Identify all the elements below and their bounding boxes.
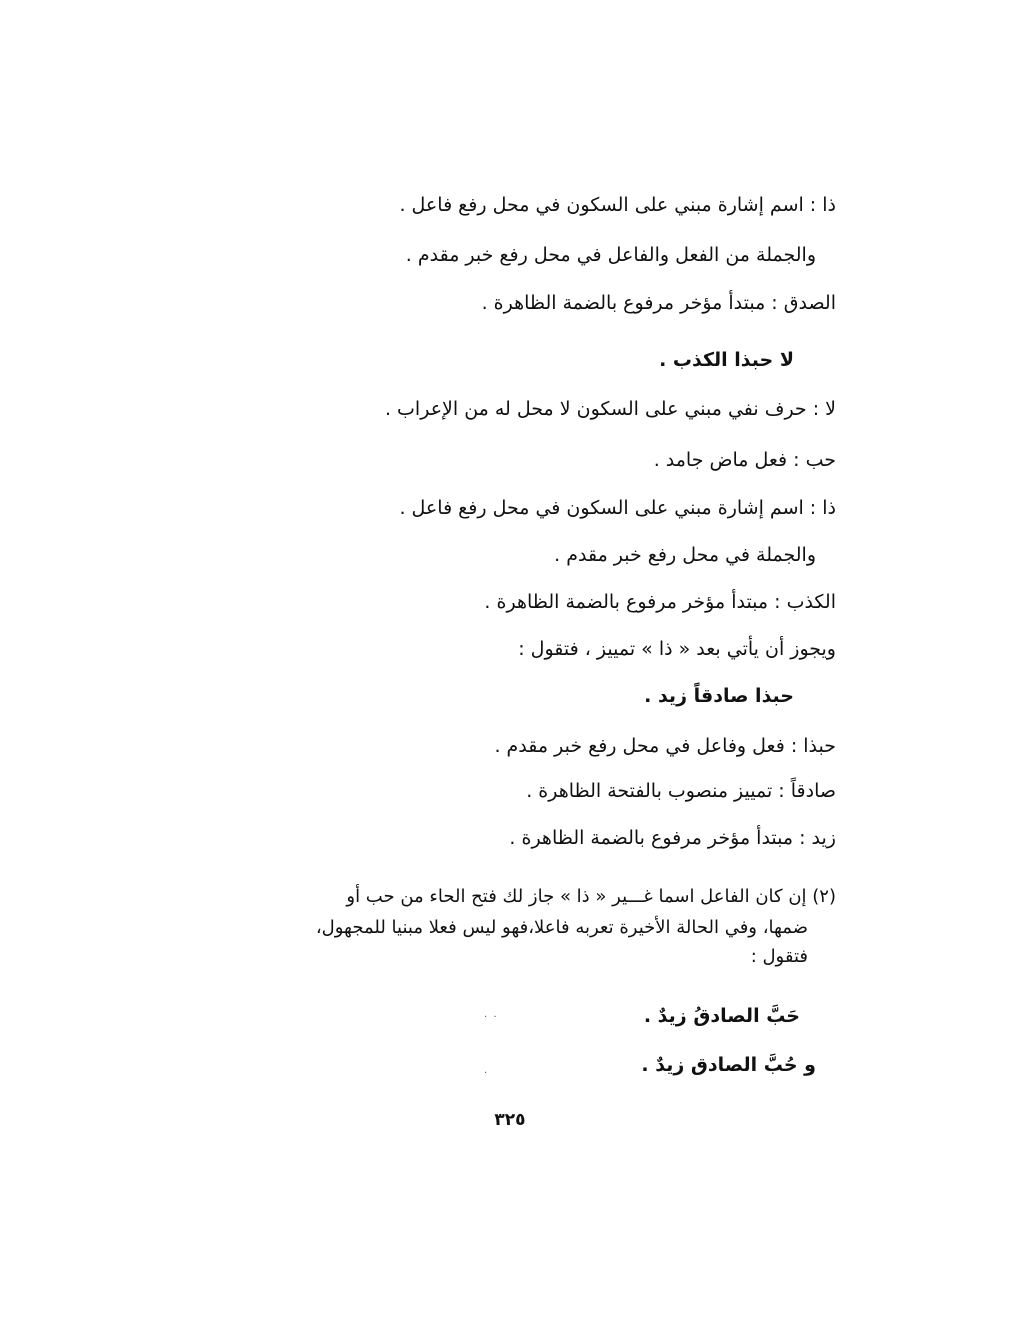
footnote-example: و حُبَّ الصادق زيدٌ . bbox=[641, 1054, 816, 1076]
text-line: والجملة في محل رفع خبر مقدم . bbox=[554, 544, 816, 566]
scan-speck: · bbox=[484, 1068, 488, 1079]
text-line: الكذب : مبتدأ مؤخر مرفوع بالضمة الظاهرة . bbox=[484, 591, 836, 613]
text-line: حبذا : فعل وفاعل في محل رفع خبر مقدم . bbox=[494, 735, 836, 757]
page-number: ٣٢٥ bbox=[494, 1110, 526, 1130]
text-line: لا : حرف نفي مبني على السكون لا محل له من الإعراب . bbox=[384, 398, 836, 420]
text-line: ذا : اسم إشارة مبني على السكون في محل رفع فاعل . bbox=[399, 497, 836, 519]
text-line: حب : فعل ماض جامد . bbox=[653, 449, 836, 471]
example-sentence: لا حبذا الكذب . bbox=[659, 349, 794, 371]
footnote-example: حَبَّ الصادقُ زيدٌ . bbox=[643, 1005, 800, 1027]
example-sentence: حبذا صادقاً زيد . bbox=[644, 685, 794, 707]
scan-speck: · · bbox=[484, 1012, 497, 1023]
footnote-line: فتقول : bbox=[750, 946, 808, 967]
text-line: ذا : اسم إشارة مبني على السكون في محل رفع فاعل . bbox=[399, 194, 836, 216]
text-line: صادقاً : تمييز منصوب بالفتحة الظاهرة . bbox=[526, 780, 836, 802]
text-line: زيد : مبتدأ مؤخر مرفوع بالضمة الظاهرة . bbox=[509, 827, 836, 849]
text-line: ويجوز أن يأتي بعد « ذا » تمييز ، فتقول : bbox=[518, 638, 836, 660]
text-line: والجملة من الفعل والفاعل في محل رفع خبر مقدم . bbox=[405, 244, 816, 266]
text-line: الصدق : مبتدأ مؤخر مرفوع بالضمة الظاهرة . bbox=[481, 292, 836, 314]
footnote-line: (٢) إن كان الفاعل اسما غـــير « ذا » جاز لك فتح الحاء من حب أو bbox=[346, 886, 836, 907]
footnote-line: ضمها، وفي الحالة الأخيرة تعربه فاعلا،فهو ليس فعلا مبنيا للمجهول، bbox=[315, 917, 808, 938]
